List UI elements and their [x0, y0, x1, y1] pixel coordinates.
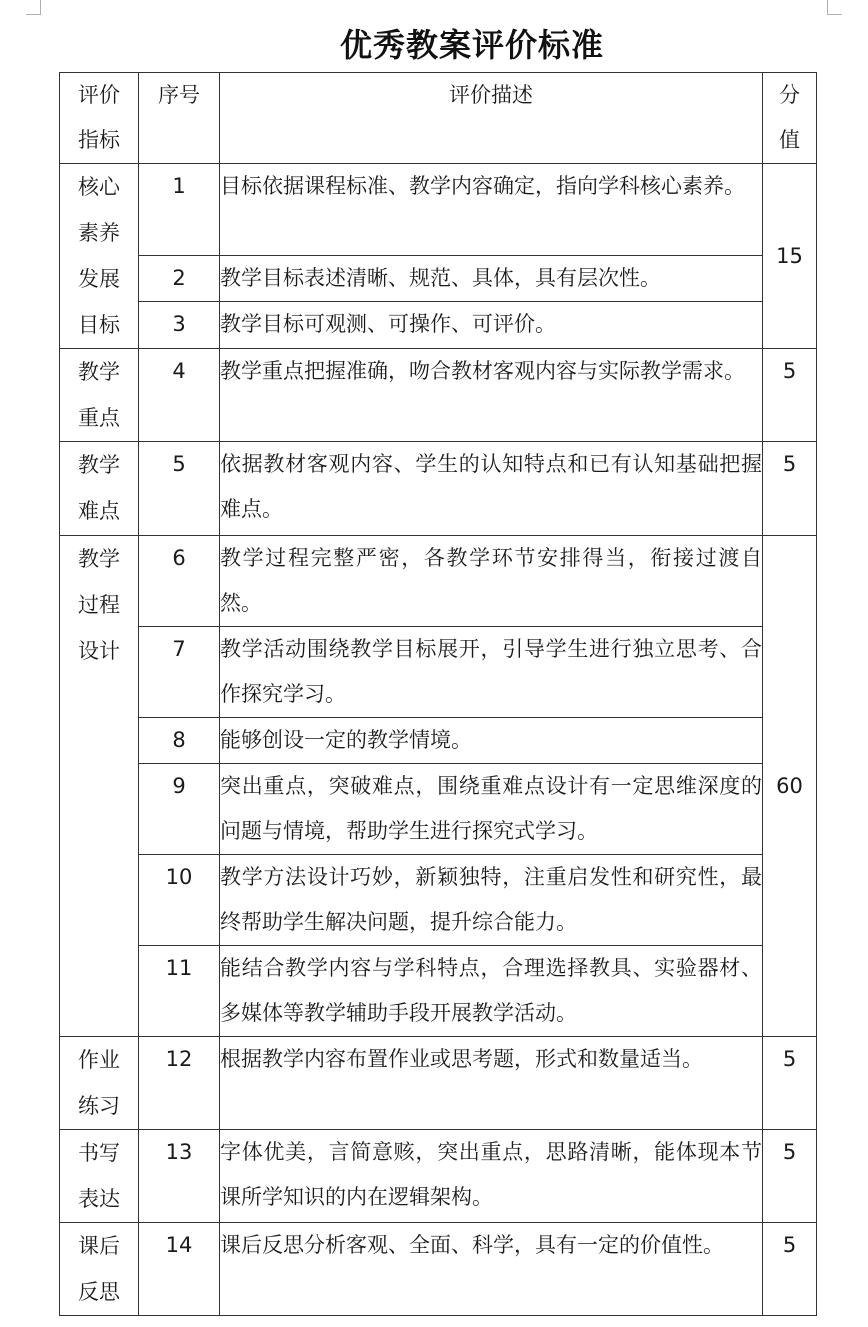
indicator-cell: 作业练习: [60, 1037, 139, 1130]
page-corner-mark-left: [26, 0, 41, 15]
table-row: [60, 764, 817, 855]
table-row: [60, 1037, 817, 1130]
table-row: [60, 255, 817, 302]
indicator-cell: 核心素养发展目标: [60, 164, 139, 349]
item-description: 教学重点把握准确，吻合教材客观内容与实际教学需求。: [220, 349, 763, 442]
item-number: 10: [139, 855, 220, 946]
header-number: 序号: [139, 73, 220, 164]
table-row: [60, 1130, 817, 1223]
item-number: 11: [139, 946, 220, 1037]
item-number: 5: [139, 442, 220, 536]
item-number: 2: [139, 255, 220, 302]
indicator-cell: 书写表达: [60, 1130, 139, 1223]
score-cell: 5: [763, 1037, 817, 1130]
score-cell: 5: [763, 1130, 817, 1223]
item-description: 教学目标可观测、可操作、可评价。: [220, 302, 763, 349]
table-row: [60, 349, 817, 442]
table-row: [60, 855, 817, 946]
item-number: 12: [139, 1037, 220, 1130]
item-description: 教学目标表述清晰、规范、具体，具有层次性。: [220, 255, 763, 302]
item-description: 突出重点，突破难点，围绕重难点设计有一定思维深度的问题与情境，帮助学生进行探究式学习。: [220, 764, 763, 855]
header-indicator: 评价指标: [60, 73, 139, 164]
document-title: 优秀教案评价标准: [339, 26, 604, 64]
score-cell: 60: [763, 536, 817, 1037]
item-number: 14: [139, 1223, 220, 1316]
item-description: 教学活动围绕教学目标展开，引导学生进行独立思考、合作探究学习。: [220, 627, 763, 718]
evaluation-table: [59, 72, 817, 1316]
indicator-cell: 教学过程设计: [60, 536, 139, 1037]
item-description: 能够创设一定的教学情境。: [220, 718, 763, 764]
item-description: 目标依据课程标准、教学内容确定，指向学科核心素养。: [220, 164, 763, 256]
table-header-row: [60, 73, 817, 164]
indicator-cell: 教学重点: [60, 349, 139, 442]
page-corner-mark-right: [827, 0, 842, 15]
item-description: 教学过程完整严密，各教学环节安排得当，衔接过渡自然。: [220, 536, 763, 627]
header-description: 评价描述: [220, 73, 763, 164]
item-description: 教学方法设计巧妙，新颖独特，注重启发性和研究性，最终帮助学生解决问题，提升综合能力。: [220, 855, 763, 946]
header-score: 分值: [763, 73, 817, 164]
table-row: [60, 946, 817, 1037]
indicator-cell: 教学难点: [60, 442, 139, 536]
item-description: 能结合教学内容与学科特点，合理选择教具、实验器材、多媒体等教学辅助手段开展教学活动。: [220, 946, 763, 1037]
indicator-cell: 课后反思: [60, 1223, 139, 1316]
item-number: 6: [139, 536, 220, 627]
item-number: 9: [139, 764, 220, 855]
score-cell: 15: [763, 164, 817, 349]
table-row: [60, 536, 817, 627]
score-cell: 5: [763, 1223, 817, 1316]
item-number: 1: [139, 164, 220, 256]
item-number: 13: [139, 1130, 220, 1223]
score-cell: 5: [763, 349, 817, 442]
item-number: 8: [139, 718, 220, 764]
table-row: [60, 442, 817, 536]
score-cell: 5: [763, 442, 817, 536]
table-row: [60, 1223, 817, 1316]
table-row: [60, 302, 817, 349]
item-number: 7: [139, 627, 220, 718]
item-description: 课后反思分析客观、全面、科学，具有一定的价值性。: [220, 1223, 763, 1316]
item-description: 根据教学内容布置作业或思考题，形式和数量适当。: [220, 1037, 763, 1130]
item-description: 依据教材客观内容、学生的认知特点和已有认知基础把握难点。: [220, 442, 763, 536]
item-description: 字体优美，言简意赅，突出重点，思路清晰，能体现本节课所学知识的内在逻辑架构。: [220, 1130, 763, 1223]
item-number: 3: [139, 302, 220, 349]
item-number: 4: [139, 349, 220, 442]
table-row: [60, 627, 817, 718]
table-row: [60, 718, 817, 764]
table-row: [60, 164, 817, 256]
